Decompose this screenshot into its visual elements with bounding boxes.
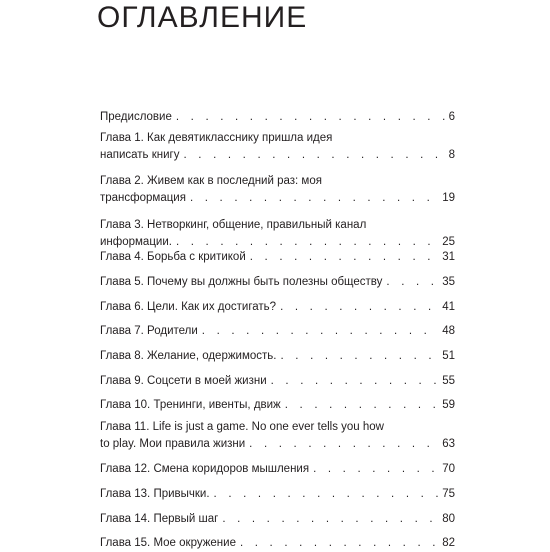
toc-entry	[100, 109, 455, 126]
page-number: 8	[448, 149, 455, 161]
toc-entry-line	[100, 461, 455, 478]
dot-leader	[271, 373, 439, 390]
toc-entry	[100, 217, 455, 251]
dot-leader	[250, 249, 438, 266]
dot-leader	[285, 397, 438, 414]
dot-leader	[249, 436, 438, 453]
toc-entry-line	[100, 348, 455, 365]
toc-entry	[100, 461, 455, 478]
dot-leader	[240, 535, 438, 552]
toc-entry-title: Глава 15. Мое окружение	[100, 537, 236, 549]
toc-entry	[100, 511, 455, 528]
toc-entry-line	[100, 147, 455, 164]
page-number: 41	[442, 301, 455, 313]
dot-leader	[280, 299, 438, 316]
toc-entry-title: Глава 8. Желание, одержимость.	[100, 350, 277, 362]
toc-entry-title: информации.	[100, 236, 172, 248]
toc-entry	[100, 323, 455, 340]
dot-leader	[214, 486, 439, 503]
dot-leader	[222, 511, 438, 528]
toc-entry-line	[100, 419, 455, 436]
toc-entry-title: Глава 7. Родители	[100, 325, 198, 337]
dot-leader	[202, 323, 438, 340]
toc-entry-line	[100, 486, 455, 503]
toc-entry	[100, 274, 455, 291]
toc-entry	[100, 486, 455, 503]
toc-entry	[100, 397, 455, 414]
toc-entry-title: to play. Мои правила жизни	[100, 438, 246, 450]
page-number: 80	[442, 513, 455, 525]
toc-entry-line	[100, 511, 455, 528]
page-number: 59	[442, 399, 455, 411]
toc-entry	[100, 348, 455, 365]
toc-entry-title: Глава 1. Как девятикласснику пришла идея	[100, 132, 333, 144]
page-number: 55	[442, 375, 455, 387]
toc-entry-title: Глава 5. Почему вы должны быть полезны обществу	[100, 276, 383, 288]
toc-entry-title: Глава 11. Life is just a game. No one ever tells you how	[100, 421, 384, 433]
toc-entry-title: Глава 13. Привычки.	[100, 488, 210, 500]
page-number: 70	[442, 463, 455, 475]
page-title: ОГЛАВЛЕНИЕ	[97, 1, 308, 34]
dot-leader	[280, 348, 438, 365]
toc-entry-line	[100, 397, 455, 414]
toc-entry-title: Глава 12. Смена коридоров мышления	[100, 463, 310, 475]
toc-entry	[100, 535, 455, 552]
toc-entry-line	[100, 190, 455, 207]
toc-entry-line	[100, 373, 455, 390]
toc-entry-title: Глава 4. Борьба с критикой	[100, 251, 246, 263]
toc-entry	[100, 130, 455, 164]
toc-entry-title: Глава 9. Соцсети в моей жизни	[100, 375, 267, 387]
toc-entry-line	[100, 249, 455, 266]
toc-entry-title: Глава 6. Цели. Как их достигать?	[100, 301, 277, 313]
dot-leader	[176, 109, 445, 126]
page-number: 48	[442, 325, 455, 337]
toc-entry-line	[100, 109, 455, 126]
dot-leader	[184, 147, 445, 164]
toc-entry-title: Глава 2. Живем как в последний раз: моя	[100, 175, 322, 187]
toc-entry-line	[100, 436, 455, 453]
toc-entry-line	[100, 173, 455, 190]
dot-leader	[313, 461, 438, 478]
toc-entry	[100, 373, 455, 390]
toc-entry-line	[100, 217, 455, 234]
toc-entry-title: написать книгу	[100, 149, 180, 161]
toc-entry	[100, 299, 455, 316]
page-number: 35	[442, 276, 455, 288]
page-number: 31	[442, 251, 455, 263]
toc-entry-title: Глава 10. Тренинги, ивенты, движ	[100, 399, 281, 411]
toc-entry	[100, 419, 455, 453]
toc-entry-line	[100, 274, 455, 291]
page-number: 25	[442, 236, 455, 248]
dot-leader	[190, 190, 438, 207]
toc-entry	[100, 173, 455, 207]
page-number: 51	[442, 350, 455, 362]
toc-entry-title: Предисловие	[100, 111, 172, 123]
toc-entry	[100, 249, 455, 266]
toc-entry-title: Глава 14. Первый шаг	[100, 513, 219, 525]
page-number: 19	[442, 192, 455, 204]
toc-entry-line	[100, 323, 455, 340]
page-number: 75	[442, 488, 455, 500]
toc-entry-line	[100, 299, 455, 316]
toc-entry-line	[100, 130, 455, 147]
page-number: 63	[442, 438, 455, 450]
page-number: 6	[448, 111, 455, 123]
dot-leader	[386, 274, 438, 291]
toc-entry-title: Глава 3. Нетворкинг, общение, правильный канал	[100, 219, 367, 231]
page-number: 82	[442, 537, 455, 549]
toc-entry-title: трансформация	[100, 192, 186, 204]
toc-entry-line	[100, 535, 455, 552]
